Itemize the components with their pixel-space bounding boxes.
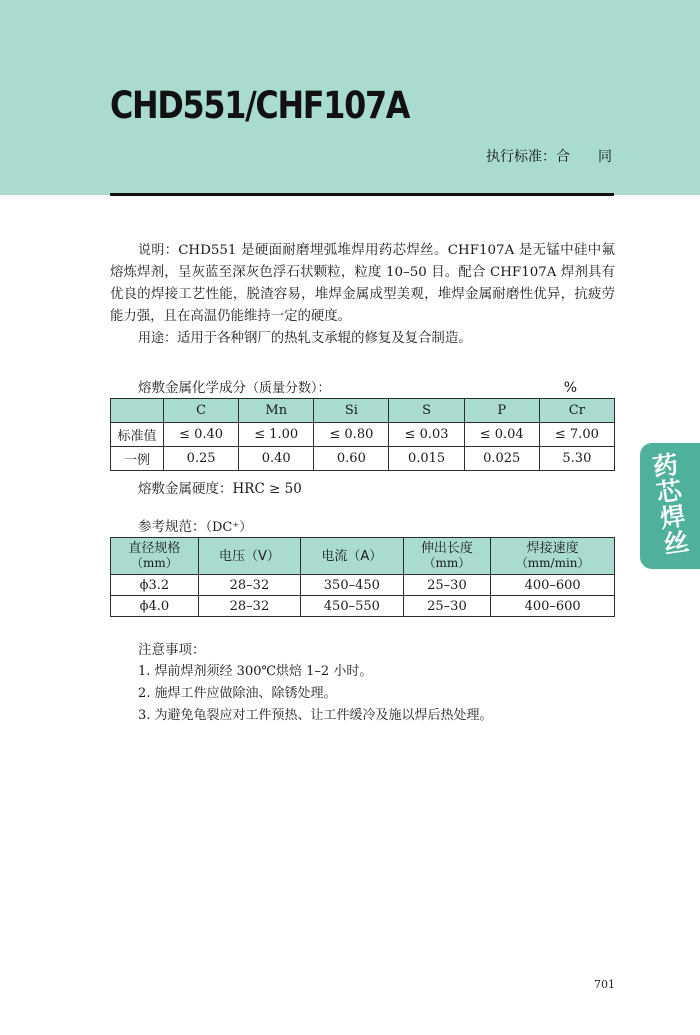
reference-cell: ϕ4.0 bbox=[111, 596, 199, 617]
table-row bbox=[111, 575, 615, 596]
reference-table bbox=[110, 537, 615, 617]
composition-table bbox=[110, 398, 615, 471]
composition-col-header: C bbox=[164, 399, 239, 423]
composition-row-label: 标准值 bbox=[111, 423, 164, 447]
notes-section bbox=[110, 639, 615, 727]
composition-cell: 0.015 bbox=[389, 447, 464, 471]
composition-cell: ≤ 0.04 bbox=[464, 423, 539, 447]
composition-cell: 0.60 bbox=[314, 447, 389, 471]
table-row bbox=[111, 596, 615, 617]
composition-unit: % bbox=[563, 380, 577, 396]
usage-text: 适用于各种钢厂的热轧支承辊的修复及复合制造。 bbox=[177, 331, 472, 346]
reference-cell: 400–600 bbox=[491, 596, 615, 617]
reference-cell: 450–550 bbox=[301, 596, 403, 617]
composition-cell: ≤ 7.00 bbox=[539, 423, 614, 447]
composition-label: 熔敷金属化学成分（质量分数）： bbox=[138, 380, 331, 396]
description-text: CHD551 是硬面耐磨埋弧堆焊用药芯焊丝。CHF107A 是无锰中硅中氟熔炼焊剂，呈灰蓝至深灰色浮石状颗粒，粒度 10–50 目。配合 CHF107A 焊剂具有优良的焊接工艺性能，脱渣容易，堆焊金属成型美观，堆焊金属耐磨性优异，抗疲劳能力强，且在高温仍能维持一定的硬度。 bbox=[110, 243, 615, 324]
main-content bbox=[110, 240, 615, 727]
reference-header-row bbox=[111, 538, 615, 575]
composition-cell: 0.025 bbox=[464, 447, 539, 471]
list-item: 2. 施焊工件应做除油、除锈处理。 bbox=[138, 686, 337, 701]
side-tab-label: 药芯焊丝 bbox=[651, 449, 691, 560]
usage-label: 用途： bbox=[138, 331, 178, 346]
reference-label: 参考规范：（DC⁺） bbox=[138, 519, 253, 535]
composition-col-header: P bbox=[464, 399, 539, 423]
composition-col-header: S bbox=[389, 399, 464, 423]
composition-corner-cell bbox=[111, 399, 164, 423]
list-item: 3. 为避免龟裂应对工件预热、让工件缓冷及施以焊后热处理。 bbox=[138, 708, 493, 723]
composition-cell: 0.40 bbox=[239, 447, 314, 471]
list-item: 1. 焊前焊剂须经 300℃烘焙 1–2 小时。 bbox=[138, 664, 373, 679]
composition-label-row bbox=[110, 376, 615, 398]
hardness-line bbox=[110, 477, 615, 497]
reference-label-row bbox=[110, 515, 615, 537]
reference-cell: 350–450 bbox=[301, 575, 403, 596]
composition-col-header: Si bbox=[314, 399, 389, 423]
reference-col-header: 电流（A） bbox=[301, 538, 403, 575]
composition-cell: ≤ 1.00 bbox=[239, 423, 314, 447]
execution-standard: 执行标准：合 同 bbox=[486, 149, 612, 165]
composition-col-header: Cr bbox=[539, 399, 614, 423]
hardness-label: 熔敷金属硬度： bbox=[138, 481, 233, 497]
reference-cell: 25–30 bbox=[403, 596, 491, 617]
section-side-tab bbox=[640, 443, 700, 569]
composition-cell: 0.25 bbox=[164, 447, 239, 471]
table-row bbox=[111, 447, 615, 471]
composition-row-label: 一例 bbox=[111, 447, 164, 471]
usage-paragraph bbox=[110, 328, 615, 350]
composition-col-header: Mn bbox=[239, 399, 314, 423]
composition-label-paren: （质量分数）： bbox=[246, 381, 331, 396]
notes-label: 注意事项： bbox=[138, 642, 206, 658]
composition-cell: 5.30 bbox=[539, 447, 614, 471]
composition-cell: ≤ 0.03 bbox=[389, 423, 464, 447]
hardness-value: HRC ≥ 50 bbox=[232, 481, 302, 497]
reference-cell: 400–600 bbox=[491, 575, 615, 596]
page-number: 701 bbox=[594, 978, 615, 991]
reference-col-header: 焊接速度 （mm/min） bbox=[491, 538, 615, 575]
title-divider bbox=[110, 193, 614, 196]
description-paragraph bbox=[110, 240, 615, 328]
composition-cell: ≤ 0.80 bbox=[314, 423, 389, 447]
reference-cell: ϕ3.2 bbox=[111, 575, 199, 596]
page-title: CHD551/CHF107A bbox=[110, 84, 410, 127]
composition-header-row bbox=[111, 399, 615, 423]
reference-col-header: 直径规格 （mm） bbox=[111, 538, 199, 575]
reference-col-header: 伸出长度 （mm） bbox=[403, 538, 491, 575]
description-label: 说明： bbox=[138, 243, 179, 258]
reference-cell: 28–32 bbox=[198, 596, 300, 617]
reference-cell: 28–32 bbox=[198, 575, 300, 596]
reference-col-header: 电压（V） bbox=[198, 538, 300, 575]
table-row bbox=[111, 423, 615, 447]
reference-cell: 25–30 bbox=[403, 575, 491, 596]
composition-cell: ≤ 0.40 bbox=[164, 423, 239, 447]
reference-paren: （DC⁺） bbox=[205, 520, 253, 535]
